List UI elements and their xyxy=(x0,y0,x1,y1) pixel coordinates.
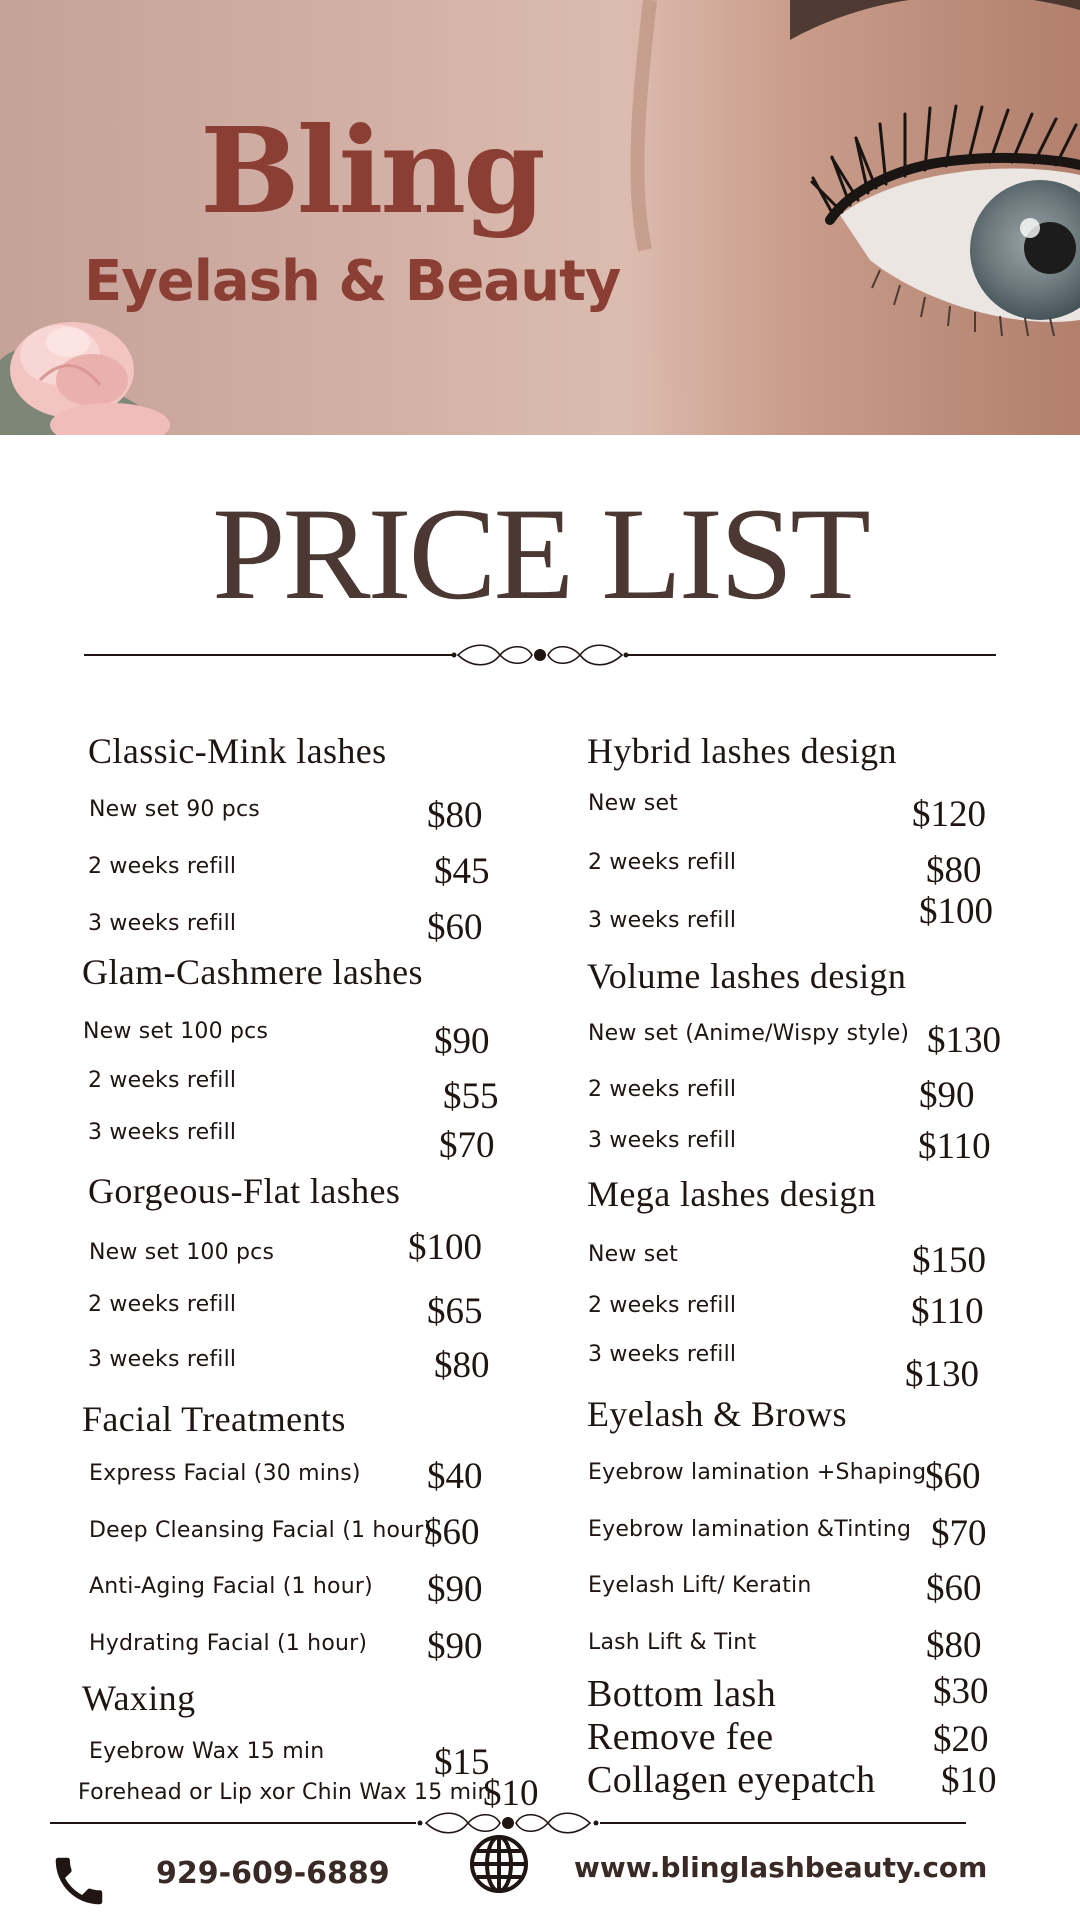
item-name: 2 weeks refill xyxy=(88,1068,237,1093)
item-price: $70 xyxy=(931,1513,987,1554)
item-price: $90 xyxy=(427,1626,483,1667)
item-name: Forehead or Lip xor Chin Wax 15 min xyxy=(78,1780,492,1805)
section-title: Glam-Cashmere lashes xyxy=(82,952,423,992)
item-name: New set xyxy=(588,791,679,816)
peony-flower-decoration xyxy=(0,322,170,435)
extra-item-name: Collagen eyepatch xyxy=(587,1759,876,1801)
item-name: 3 weeks refill xyxy=(588,1128,737,1153)
item-price: $120 xyxy=(912,794,986,835)
item-price: $30 xyxy=(933,1671,989,1712)
item-price: $100 xyxy=(408,1227,482,1268)
item-price: $130 xyxy=(905,1354,979,1395)
phone-number[interactable]: 929-609-6889 xyxy=(156,1856,390,1891)
item-price: $10 xyxy=(941,1760,997,1801)
item-name: Anti-Aging Facial (1 hour) xyxy=(89,1574,373,1599)
item-name: New set xyxy=(588,1242,679,1267)
item-name: 3 weeks refill xyxy=(88,1120,237,1145)
item-name: New set (Anime/Wispy style) xyxy=(588,1021,910,1046)
item-price: $100 xyxy=(919,891,993,932)
phone-icon[interactable] xyxy=(48,1850,110,1912)
item-price: $80 xyxy=(926,1625,982,1666)
section-title: Mega lashes design xyxy=(587,1174,877,1214)
item-price: $130 xyxy=(927,1020,1001,1061)
item-name: Eyebrow Wax 15 min xyxy=(89,1739,325,1764)
section-title: Classic-Mink lashes xyxy=(88,731,387,771)
item-name: 3 weeks refill xyxy=(588,908,737,933)
item-price: $60 xyxy=(925,1456,981,1497)
ornamental-divider xyxy=(80,640,1000,670)
item-price: $55 xyxy=(443,1076,499,1117)
item-name: Lash Lift & Tint xyxy=(588,1630,757,1655)
item-name: New set 100 pcs xyxy=(83,1019,269,1044)
item-price: $70 xyxy=(439,1125,495,1166)
item-name: 3 weeks refill xyxy=(88,1347,237,1372)
item-price: $10 xyxy=(483,1773,539,1814)
item-name: Hydrating Facial (1 hour) xyxy=(89,1631,368,1656)
section-title: Facial Treatments xyxy=(82,1399,346,1439)
item-name: 2 weeks refill xyxy=(588,850,737,875)
item-price: $60 xyxy=(926,1568,982,1609)
brand-name: Bling xyxy=(200,101,543,240)
item-price: $20 xyxy=(933,1719,989,1760)
section-title: Waxing xyxy=(82,1678,196,1718)
item-price: $40 xyxy=(427,1456,483,1497)
item-name: New set 100 pcs xyxy=(89,1240,275,1265)
extra-item-name: Remove fee xyxy=(587,1716,774,1758)
item-price: $60 xyxy=(424,1512,480,1553)
item-name: 2 weeks refill xyxy=(588,1077,737,1102)
item-name: 3 weeks refill xyxy=(588,1342,737,1367)
item-name: Eyelash Lift/ Keratin xyxy=(588,1573,812,1598)
item-name: 2 weeks refill xyxy=(88,854,237,879)
item-name: 2 weeks refill xyxy=(88,1292,237,1317)
item-price: $90 xyxy=(919,1075,975,1116)
extra-item-name: Bottom lash xyxy=(587,1673,777,1715)
section-title: Hybrid lashes design xyxy=(587,731,897,771)
section-title: Gorgeous-Flat lashes xyxy=(88,1171,401,1211)
item-name: Eyebrow lamination &Tinting xyxy=(588,1517,912,1542)
section-title: Eyelash & Brows xyxy=(587,1394,847,1434)
item-price: $110 xyxy=(918,1126,991,1167)
item-price: $80 xyxy=(427,795,483,836)
item-price: $15 xyxy=(434,1742,490,1783)
item-price: $65 xyxy=(427,1291,483,1332)
item-price: $45 xyxy=(434,851,490,892)
item-name: Eyebrow lamination +Shaping xyxy=(588,1460,927,1485)
item-name: Deep Cleansing Facial (1 hour) xyxy=(89,1518,433,1543)
brand-tagline: Eyelash & Beauty xyxy=(84,249,621,314)
item-price: $90 xyxy=(427,1569,483,1610)
item-name: New set 90 pcs xyxy=(89,797,260,822)
item-price: $80 xyxy=(926,850,982,891)
item-price: $150 xyxy=(912,1240,986,1281)
website-link[interactable]: www.blinglashbeauty.com xyxy=(574,1851,988,1884)
section-title: Volume lashes design xyxy=(587,956,907,996)
hero-banner xyxy=(0,0,1080,435)
item-price: $60 xyxy=(427,907,483,948)
item-price: $90 xyxy=(434,1021,490,1062)
page-title: PRICE LIST xyxy=(212,480,868,627)
item-price: $80 xyxy=(434,1345,490,1386)
item-name: 2 weeks refill xyxy=(588,1293,737,1318)
item-name: Express Facial (30 mins) xyxy=(89,1461,361,1486)
item-price: $110 xyxy=(911,1291,984,1332)
globe-icon[interactable] xyxy=(467,1832,531,1896)
item-name: 3 weeks refill xyxy=(88,911,237,936)
